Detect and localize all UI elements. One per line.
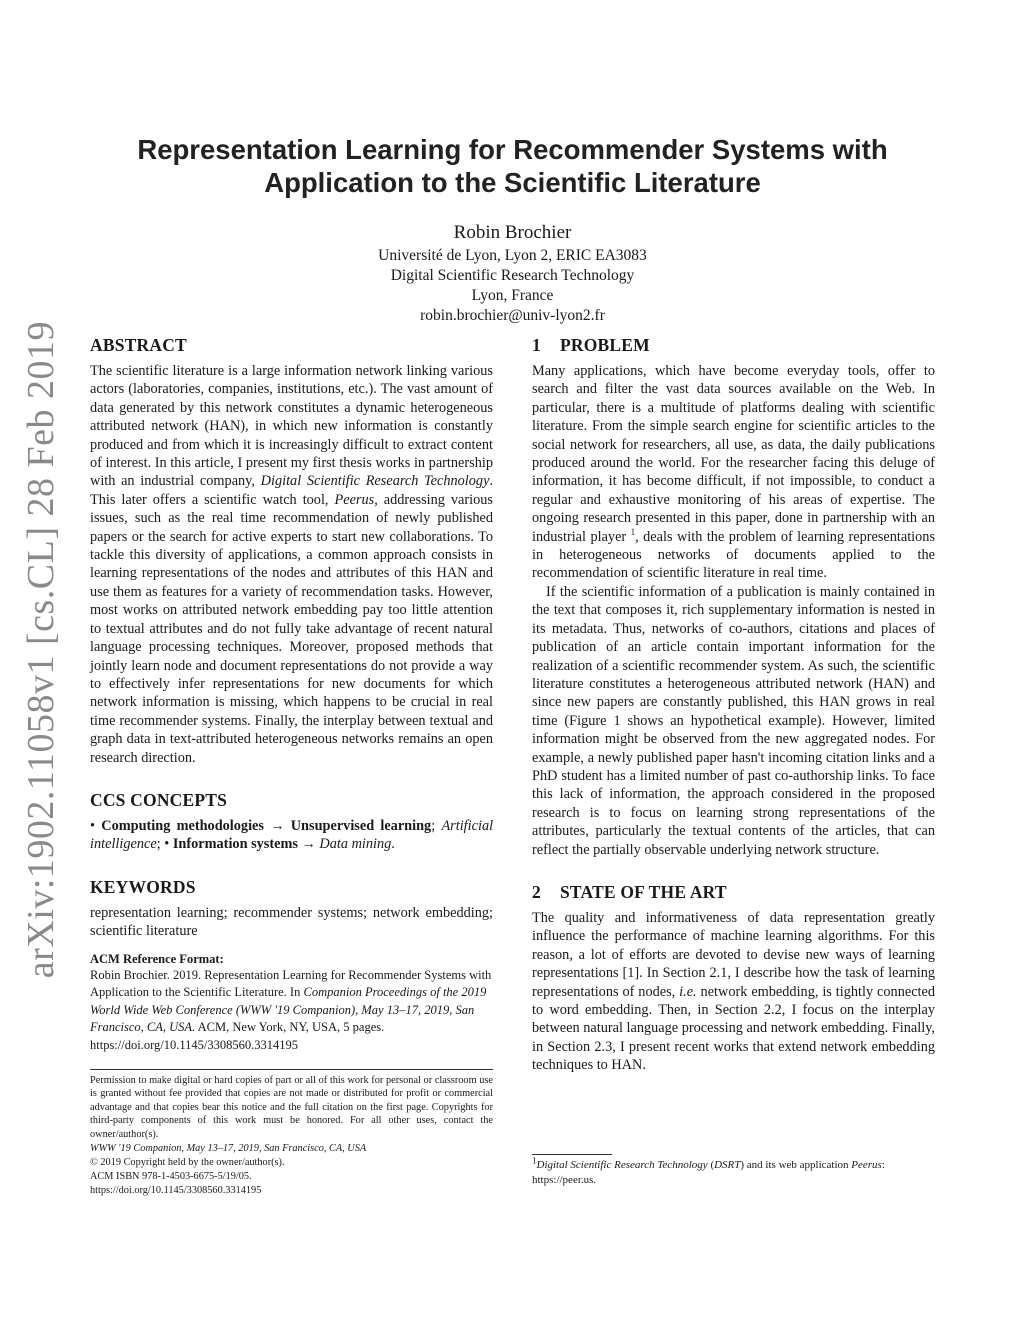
- section-1-number: 1: [532, 335, 541, 355]
- footnote-divider: [532, 1154, 612, 1155]
- acm-reference-text: Robin Brochier. 2019. Representation Learning for Recommender Systems with Application to the Scientific Literature. In Companion Proceedings of the 2019 World Wide Web Conference (WWW '19 Companion), May 13–17, 2019, San Francisco, CA, USA. ACM, New York, NY, USA, 5 pages. https://doi.org/10.1145/3308560.3314195: [90, 967, 492, 1052]
- footnote: $^1$Digital Scientific Research Technology (DSRT) and its web application Peerus: https://peer.us.: [532, 1155, 885, 1186]
- copyright-line: © 2019 Copyright held by the owner/author(s).: [90, 1156, 285, 1168]
- abstract-heading: ABSTRACT: [90, 335, 187, 355]
- paper-title: [90, 133, 935, 199]
- footnote-mark[interactable]: 1: [630, 526, 636, 537]
- acm-reference-heading: ACM Reference Format:: [90, 951, 224, 966]
- conference-line: WWW '19 Companion, May 13–17, 2019, San Francisco, CA, USA: [90, 1142, 367, 1154]
- section-1-paragraph-1: Many applications, which have become everyday tools, offer to search and filter the vast data sources available on the Web. In particular, there is a multitude of platforms dealing with scientific literature. From the simple search engine for scientific articles to the social network for researchers, all use, as data, the daily publications produced around the world. For the researcher facing this deluge of information, it has become difficult, if not impossible, to conduct a regular and exhaustive monitoring of his areas of expertise. The ongoing research presented in this paper, done in partnership with an industrial player $^1$, deals with the problem of learning representations in heterogeneous networks of documents applied to the recommendation of scientific literature in real time.: [532, 363, 936, 582]
- permission-notice: Permission to make digital or hard copies of part or all of this work for personal or classroom use is granted without fee provided that copies are not made or distributed for profit or commercial advantage and that copies bear this notice and the full citation on the first page. Copyrights for third-party components of this work must be honored. For all other uses, contact the owner/author(s).: [90, 1074, 493, 1140]
- author-email[interactable]: robin.brochier@univ-lyon2.fr: [420, 307, 605, 324]
- author-affiliation-1: Université de Lyon, Lyon 2, ERIC EA3083: [378, 247, 647, 264]
- section-2-paragraph: The quality and informativeness of data representation greatly influence the performance of machine learning algorithms. For this reason, a lot of efforts are devoted to devise new ways of learning representations [1]. In Section 2.1, I describe how the task of learning representations of nodes, i.e. network embedding, is tightly connected to word embedding. Then, in Section 2.2, I focus on the interplay between natural language processing and network embedding. Finally, in Section 2.3, I present recent works that extend network embedding techniques to HAN.: [532, 909, 936, 1074]
- section-1-heading: 1 PROBLEM: [532, 335, 650, 355]
- author-affiliation-2: Digital Scientific Research Technology: [390, 267, 635, 284]
- title-line-2: Application to the Scientific Literature: [264, 167, 761, 198]
- arxiv-stamp: [18, 321, 64, 979]
- abstract-text: The scientific literature is a large information network linking various actors (laboratories, companies, institutions, etc.). The vast amount of data generated by this network constitutes a dynamic heterogeneous attributed network (HAN), in which new information is constantly produced and from which it is increasingly difficult to extract content of interest. In this article, I present my first thesis works in partnership with an industrial company, Digital Scientific Research Technology. This later offers a scientific watch tool, Peerus, addressing various issues, such as the real time recommendation of newly published papers or the search for active experts to start new collaborations. To tackle this diversity of applications, a common approach consists in learning representations of the nodes and attributes of this HAN and use them as features for a variety of recommendation tasks. However, most works on attributed network embedding pay too little attention to textual attributes and do not fully take advantage of recent natural language processing techniques. Moreover, proposed methods that jointly learn node and document representations do not provide a way to effectively infer representations for new documents for which network information is missing, which happens to be crucial in real time recommender systems. Finally, the interplay between textual and graph data in text-attributed heterogeneous networks remains an open research direction.: [90, 363, 494, 766]
- doi-link[interactable]: https://doi.org/10.1145/3308560.3314195: [90, 1185, 262, 1197]
- section-2-number: 2: [532, 881, 541, 902]
- author-name: Robin Brochier: [453, 222, 572, 243]
- author-location: Lyon, France: [471, 287, 554, 304]
- section-1-paragraph-2: If the scientific information of a publication is mainly contained in the text that composes it, rich supplementary information is nested in its metadata. Thus, networks of co-authors, citations and places of publication of an article contain important information for the realization of a scientific recommender system. As such, the scientific literature constitutes a heterogeneous attributed network (HAN) and since new papers are constantly published, this HAN grows in real time (Figure 1 shows an hypothetical example). However, limited information might be observed from the new aggregated nodes. For example, a newly published paper hasn't incoming citation links and a PhD student has a limited number of past co-authorship links. To face this lack of information, the approach considered in the proposed research is to focus on learning strong representations of the attributes, particularly the textual contents of the articles, that can reflect the partially observable underlying network structure.: [532, 583, 935, 858]
- permission-divider: [90, 1069, 493, 1070]
- title-line-1: Representation Learning for Recommender Systems with: [137, 134, 888, 165]
- right-column: [532, 334, 935, 1075]
- section-2-heading: 2 STATE OF THE ART: [532, 881, 727, 902]
- arxiv-id: arXiv:1902.11058v1 [cs.CL] 28 Feb 2019: [20, 321, 62, 979]
- left-column: [90, 334, 493, 1198]
- keywords-heading: KEYWORDS: [90, 876, 196, 897]
- ccs-concepts: • Computing methodologies → Unsupervised learning; Artificial intelligence; • Information systems → Data mining.: [90, 817, 494, 853]
- ccs-heading: CCS CONCEPTS: [90, 789, 228, 810]
- keywords-text: representation learning; recommender systems; network embedding; scientific literature: [90, 904, 493, 940]
- isbn-line: ACM ISBN 978-1-4503-6675-5/19/05.: [90, 1170, 252, 1182]
- author-block: [90, 220, 935, 326]
